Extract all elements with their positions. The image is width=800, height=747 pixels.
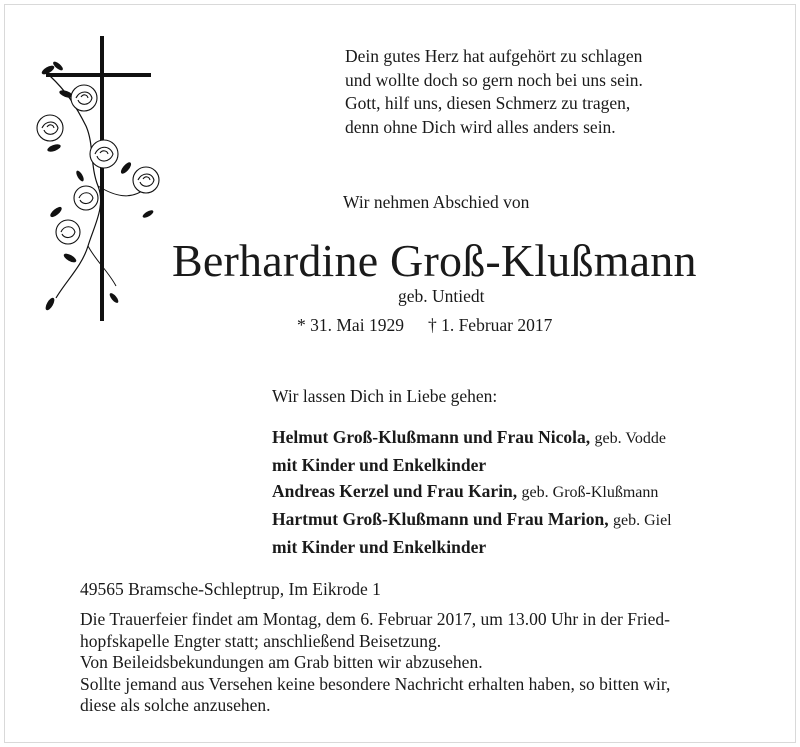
mourner-names: mit Kinder und Enkelkinder xyxy=(272,455,487,475)
mourners-intro: Wir lassen Dich in Liebe gehen: xyxy=(272,386,498,406)
death-date: † 1. Februar 2017 xyxy=(427,315,553,335)
mourner-names: mit Kinder und Enkelkinder xyxy=(272,537,487,557)
funeral-notice xyxy=(80,609,770,717)
mourner-line xyxy=(272,506,672,534)
life-dates xyxy=(297,315,552,336)
notice-line: Sollte jemand aus Versehen keine besondere Nachricht erhalten haben, so bitten wir, xyxy=(80,673,671,694)
poem-line: und wollte doch so gern noch bei uns sein. xyxy=(345,69,643,90)
deceased-name: Berhardine Groß-Klußmann xyxy=(172,235,697,286)
notice-line: Von Beileidsbekundungen am Grab bitten wir abzusehen. xyxy=(80,652,483,672)
farewell-intro: Wir nehmen Abschied von xyxy=(343,192,530,212)
mourner-line xyxy=(272,534,672,560)
mourners-list xyxy=(272,424,672,560)
mourner-maiden-name: geb. Giel xyxy=(612,512,672,529)
mourner-line xyxy=(272,478,672,506)
poem-line: denn ohne Dich wird alles anders sein. xyxy=(345,116,616,137)
cross-with-roses-icon xyxy=(36,36,171,326)
notice-line: diese als solche anzusehen. xyxy=(80,695,271,715)
family-address: 49565 Bramsche-Schleptrup, Im Eikrode 1 xyxy=(80,579,381,599)
mourner-line xyxy=(272,424,672,452)
poem-line: Dein gutes Herz hat aufgehört zu schlagen xyxy=(345,46,643,66)
mourner-maiden-name: geb. Groß-Klußmann xyxy=(521,484,659,501)
birth-date: * 31. Mai 1929 xyxy=(297,315,404,335)
mourner-names: Helmut Groß-Klußmann und Frau Nicola, xyxy=(272,427,591,447)
memorial-poem xyxy=(345,45,765,139)
mourner-names: Andreas Kerzel und Frau Karin, xyxy=(272,481,518,501)
mourner-names: Hartmut Groß-Klußmann und Frau Marion, xyxy=(272,509,609,529)
mourner-line xyxy=(272,452,672,478)
maiden-name: geb. Untiedt xyxy=(398,286,485,306)
notice-line: hopfskapelle Engter statt; anschließend Beisetzung. xyxy=(80,630,442,651)
mourner-maiden-name: geb. Vodde xyxy=(594,430,666,447)
notice-line: Die Trauerfeier findet am Montag, dem 6. Februar 2017, um 13.00 Uhr in der Fried- xyxy=(80,609,671,629)
poem-line: Gott, hilf uns, diesen Schmerz zu tragen, xyxy=(345,93,631,113)
